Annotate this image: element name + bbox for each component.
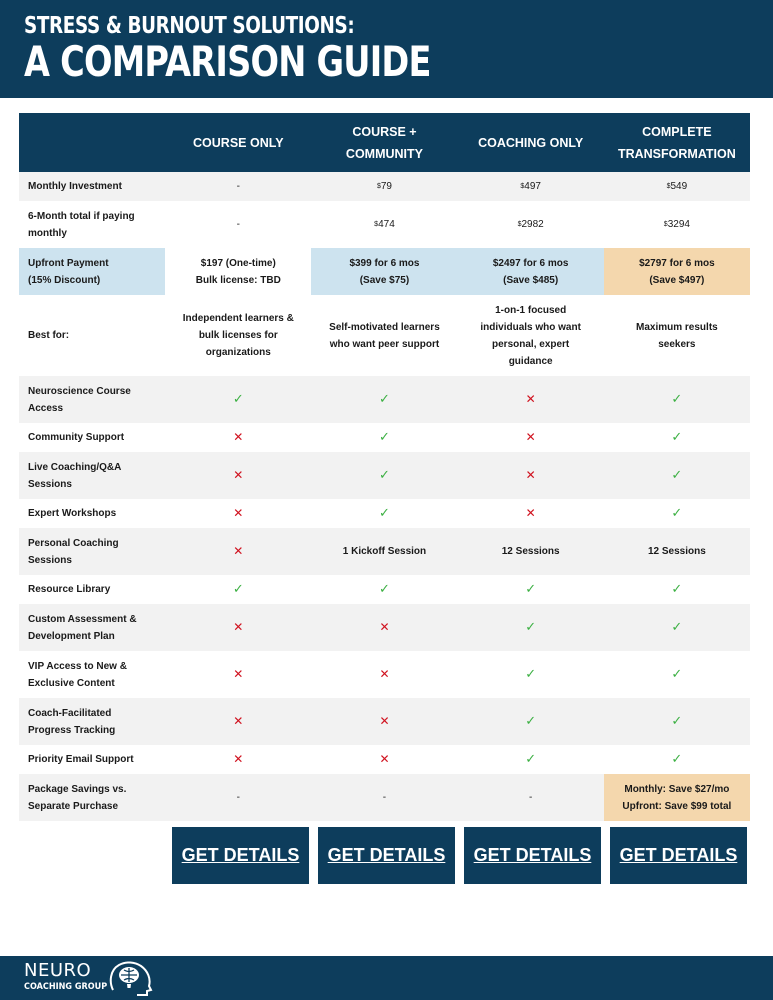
cross-icon: ✕ xyxy=(379,666,390,681)
header-empty-cell xyxy=(19,113,165,172)
row-label: Package Savings vs. Separate Purchase xyxy=(19,774,165,821)
check-icon: ✓ xyxy=(379,505,390,520)
feature-rows xyxy=(19,376,750,774)
feature-cell-complete-transformation xyxy=(604,499,750,528)
cross-icon: ✕ xyxy=(525,467,536,482)
feature-cell-complete-transformation xyxy=(604,698,750,745)
feature-cell-course-only xyxy=(165,651,311,698)
cross-icon: ✕ xyxy=(379,751,390,766)
feature-row xyxy=(19,604,750,651)
best-for-cell: 1-on-1 focused individuals who want personal, expert guidance xyxy=(480,304,581,367)
feature-cell-course-community xyxy=(311,423,457,452)
check-icon: ✓ xyxy=(379,581,390,596)
feature-cell-course-community xyxy=(311,499,457,528)
best-for-cell: Self-motivated learners who want peer support xyxy=(329,321,440,350)
feature-cell-complete-transformation xyxy=(604,651,750,698)
feature-cell-coaching-only xyxy=(458,452,604,499)
feature-row xyxy=(19,698,750,745)
feature-label: Resource Library xyxy=(28,584,111,595)
row-label: Upfront Payment (15% Discount) xyxy=(19,248,165,295)
upfront-cell: $2497 for 6 mos (Save $485) xyxy=(458,248,604,295)
check-icon: ✓ xyxy=(671,467,683,482)
header-row xyxy=(19,113,750,172)
feature-label: Community Support xyxy=(28,432,125,443)
header-title-line1: STRESS & BURNOUT SOLUTIONS: xyxy=(24,13,355,39)
feature-cell-course-only xyxy=(165,423,311,452)
row-label: Monthly Investment xyxy=(19,172,165,201)
feature-cell-course-community xyxy=(311,376,457,423)
check-icon: ✓ xyxy=(525,666,537,681)
price-cell: - xyxy=(165,172,311,201)
get-details-button-complete-transformation[interactable]: GET DETAILS xyxy=(610,827,747,884)
upfront-payment-row xyxy=(19,248,750,295)
check-icon: ✓ xyxy=(525,713,537,728)
cross-icon: ✕ xyxy=(525,505,536,520)
savings-cell: - xyxy=(165,774,311,821)
price-cell: - xyxy=(236,219,240,230)
six-month-total-row xyxy=(19,201,750,248)
feature-cell-course-only xyxy=(165,376,311,423)
get-details-button-course-only[interactable]: GET DETAILS xyxy=(172,827,309,884)
brain-head-logo-icon xyxy=(107,960,155,1000)
price-cell: $474 xyxy=(374,219,395,230)
check-icon: ✓ xyxy=(671,619,683,634)
column-header-complete-transformation: COMPLETE TRANSFORMATION xyxy=(604,113,750,172)
feature-cell-course-only xyxy=(165,745,311,774)
feature-row xyxy=(19,376,750,423)
feature-label: Personal Coaching Sessions xyxy=(19,528,165,575)
feature-cell-course-community xyxy=(311,698,457,745)
upfront-cell: $197 (One-time) Bulk license: TBD xyxy=(195,257,281,286)
best-for-cell: Independent learners & bulk licenses for organizations xyxy=(182,313,294,358)
feature-label: Expert Workshops xyxy=(28,508,117,519)
brand-name-line1: NEURO xyxy=(24,960,92,981)
row-label: Best for: xyxy=(28,330,70,341)
feature-cell-complete-transformation xyxy=(604,604,750,651)
page-header xyxy=(0,0,773,98)
page-footer xyxy=(0,956,773,1000)
feature-row xyxy=(19,745,750,774)
feature-cell-complete-transformation xyxy=(604,376,750,423)
check-icon: ✓ xyxy=(232,581,244,596)
feature-row xyxy=(19,651,750,698)
feature-cell-coaching-only xyxy=(458,698,604,745)
check-icon: ✓ xyxy=(671,581,683,596)
cross-icon: ✕ xyxy=(525,429,536,444)
feature-cell-course-only xyxy=(165,499,311,528)
cross-icon: ✕ xyxy=(233,666,244,681)
best-for-cell: Maximum results seekers xyxy=(636,321,718,350)
check-icon: ✓ xyxy=(379,429,390,444)
feature-cell-coaching-only xyxy=(458,745,604,774)
feature-row xyxy=(19,499,750,528)
feature-row xyxy=(19,423,750,452)
feature-cell-complete-transformation xyxy=(604,575,750,604)
feature-cell-coaching-only: 12 Sessions xyxy=(458,528,604,575)
cross-icon: ✕ xyxy=(233,467,244,482)
monthly-investment-row xyxy=(19,172,750,201)
feature-cell-coaching-only xyxy=(458,651,604,698)
feature-row xyxy=(19,452,750,499)
feature-cell-complete-transformation xyxy=(604,452,750,499)
check-icon: ✓ xyxy=(671,505,683,520)
feature-cell-course-community xyxy=(311,745,457,774)
package-savings-row xyxy=(19,774,750,821)
feature-label: Live Coaching/Q&A Sessions xyxy=(19,452,165,499)
feature-label: Priority Email Support xyxy=(28,754,134,765)
feature-cell-coaching-only xyxy=(458,423,604,452)
feature-cell-course-community xyxy=(311,604,457,651)
cross-icon: ✕ xyxy=(525,391,536,406)
price-cell: $2982 xyxy=(517,219,544,230)
header-title-line2: A COMPARISON GUIDE xyxy=(24,37,431,86)
feature-cell-course-only xyxy=(165,452,311,499)
feature-cell-course-community xyxy=(311,651,457,698)
cross-icon: ✕ xyxy=(379,713,390,728)
cross-icon: ✕ xyxy=(233,505,244,520)
feature-cell-course-only xyxy=(165,604,311,651)
row-label: 6-Month total if paying monthly xyxy=(28,210,135,239)
feature-cell-course-community: 1 Kickoff Session xyxy=(311,528,457,575)
best-for-row xyxy=(19,295,750,376)
feature-cell-course-only xyxy=(165,528,311,575)
check-icon: ✓ xyxy=(525,581,537,596)
savings-cell: - xyxy=(458,774,604,821)
check-icon: ✓ xyxy=(671,751,683,766)
feature-cell-coaching-only xyxy=(458,604,604,651)
brand-name-line2: COACHING GROUP xyxy=(24,982,108,992)
check-icon: ✓ xyxy=(379,391,390,406)
feature-row xyxy=(19,575,750,604)
comparison-table xyxy=(19,113,750,821)
price-cell: $497 xyxy=(458,172,604,201)
check-icon: ✓ xyxy=(671,713,683,728)
feature-cell-complete-transformation xyxy=(604,423,750,452)
feature-label: Coach-Facilitated Progress Tracking xyxy=(19,698,165,745)
cross-icon: ✕ xyxy=(233,751,244,766)
savings-cell: - xyxy=(311,774,457,821)
feature-cell-course-community xyxy=(311,575,457,604)
feature-cell-complete-transformation: 12 Sessions xyxy=(604,528,750,575)
check-icon: ✓ xyxy=(671,666,683,681)
check-icon: ✓ xyxy=(379,467,390,482)
column-header-course-community: COURSE + COMMUNITY xyxy=(311,113,457,172)
feature-label: VIP Access to New & Exclusive Content xyxy=(28,660,127,689)
feature-cell-course-only xyxy=(165,575,311,604)
check-icon: ✓ xyxy=(671,391,683,406)
feature-row xyxy=(19,528,750,575)
feature-cell-course-community xyxy=(311,452,457,499)
price-cell: $549 xyxy=(604,172,750,201)
feature-cell-coaching-only xyxy=(458,499,604,528)
check-icon: ✓ xyxy=(671,429,683,444)
savings-cell: Monthly: Save $27/mo Upfront: Save $99 total xyxy=(604,774,750,821)
cross-icon: ✕ xyxy=(379,619,390,634)
get-details-button-coaching-only[interactable]: GET DETAILS xyxy=(464,827,601,884)
check-icon: ✓ xyxy=(525,751,537,766)
check-icon: ✓ xyxy=(232,391,244,406)
feature-cell-coaching-only xyxy=(458,376,604,423)
get-details-button-course-community[interactable]: GET DETAILS xyxy=(318,827,455,884)
upfront-cell: $399 for 6 mos (Save $75) xyxy=(311,248,457,295)
cross-icon: ✕ xyxy=(233,429,244,444)
check-icon: ✓ xyxy=(525,619,537,634)
feature-label: Custom Assessment & Development Plan xyxy=(19,604,165,651)
cross-icon: ✕ xyxy=(233,713,244,728)
upfront-cell: $2797 for 6 mos (Save $497) xyxy=(604,248,750,295)
cross-icon: ✕ xyxy=(233,543,244,558)
feature-cell-course-only xyxy=(165,698,311,745)
price-cell: $3294 xyxy=(663,219,690,230)
price-cell: $79 xyxy=(311,172,457,201)
cross-icon: ✕ xyxy=(233,619,244,634)
feature-cell-coaching-only xyxy=(458,575,604,604)
feature-label: Neuroscience Course Access xyxy=(19,376,165,423)
column-header-course-only: COURSE ONLY xyxy=(165,113,311,172)
column-header-coaching-only: COACHING ONLY xyxy=(458,113,604,172)
feature-cell-complete-transformation xyxy=(604,745,750,774)
